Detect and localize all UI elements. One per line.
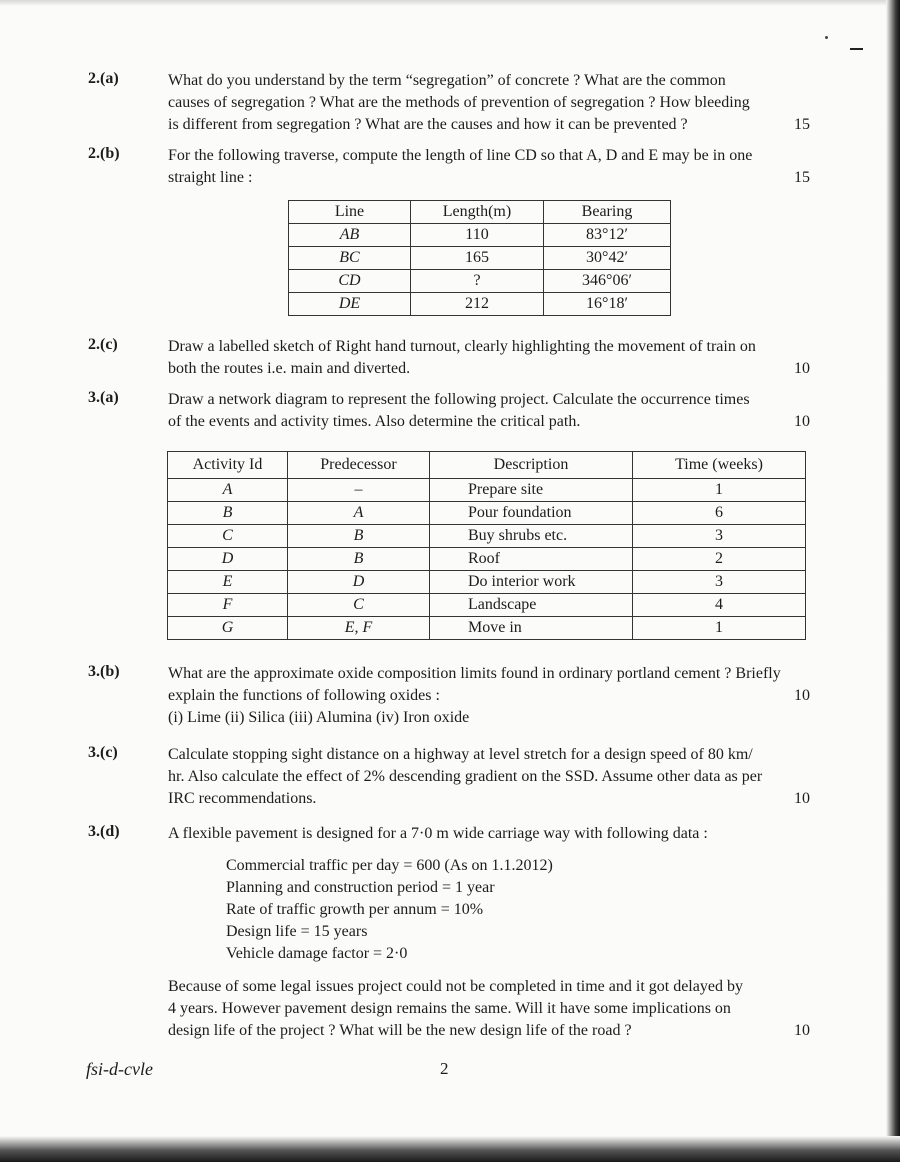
table-cell: Prepare site bbox=[430, 479, 633, 502]
table-row bbox=[289, 270, 671, 293]
table-cell: F bbox=[168, 594, 288, 617]
table-row bbox=[168, 617, 806, 640]
question-number: 2.(c) bbox=[88, 336, 118, 353]
table-cell: C bbox=[288, 594, 430, 617]
marks: 10 bbox=[794, 1022, 810, 1039]
table-cell: 212 bbox=[411, 293, 544, 316]
question-text bbox=[168, 336, 810, 380]
marks: 15 bbox=[794, 116, 810, 133]
scan-edge-top bbox=[0, 0, 900, 6]
question-number: 3.(a) bbox=[88, 389, 119, 406]
scan-dash-mark bbox=[850, 48, 863, 50]
question-text bbox=[168, 389, 810, 433]
question-line: What do you understand by the term “segregation” of concrete ? What are the common bbox=[168, 72, 726, 89]
table-header-row bbox=[168, 452, 806, 479]
question-text bbox=[168, 145, 810, 189]
table-cell: 2 bbox=[633, 548, 806, 571]
question-line: of the events and activity times. Also determine the critical path. bbox=[168, 413, 581, 430]
table-cell: D bbox=[288, 571, 430, 594]
table-row bbox=[168, 571, 806, 594]
table-cell: Pour foundation bbox=[430, 502, 633, 525]
table-cell: 3 bbox=[633, 525, 806, 548]
table-header-cell: Predecessor bbox=[288, 452, 430, 479]
table-cell: 165 bbox=[411, 247, 544, 270]
table-header-cell: Line bbox=[289, 201, 411, 224]
question-line: is different from segregation ? What are the causes and how it can be prevented ? bbox=[168, 116, 688, 133]
table-cell: BC bbox=[289, 247, 411, 270]
table-cell: C bbox=[168, 525, 288, 548]
paper-code: fsi-d-cvle bbox=[86, 1059, 153, 1079]
question-line: What are the approximate oxide composition limits found in ordinary portland cement ? Briefly bbox=[168, 665, 781, 682]
activity-table bbox=[167, 451, 806, 640]
marks: 10 bbox=[794, 790, 810, 807]
data-line: Vehicle damage factor = 2·0 bbox=[226, 945, 408, 962]
question-text bbox=[168, 823, 810, 1042]
question-line: IRC recommendations. bbox=[168, 790, 317, 807]
table-cell: Landscape bbox=[430, 594, 633, 617]
table-cell: B bbox=[168, 502, 288, 525]
question-line: hr. Also calculate the effect of 2% descending gradient on the SSD. Assume other data as per bbox=[168, 768, 763, 785]
table-cell: B bbox=[288, 525, 430, 548]
table-cell: 83°12′ bbox=[544, 224, 671, 247]
table-cell: ? bbox=[411, 270, 544, 293]
table-cell: A bbox=[168, 479, 288, 502]
table-header-row bbox=[289, 201, 671, 224]
table-row bbox=[168, 525, 806, 548]
question-text bbox=[168, 744, 810, 810]
table-cell: AB bbox=[289, 224, 411, 247]
question-number: 3.(d) bbox=[88, 823, 120, 840]
question-line: (i) Lime (ii) Silica (iii) Alumina (iv) Iron oxide bbox=[168, 709, 470, 726]
marks: 10 bbox=[794, 360, 810, 377]
table-header-cell: Time (weeks) bbox=[633, 452, 806, 479]
marks: 10 bbox=[794, 413, 810, 430]
marks: 10 bbox=[794, 687, 810, 704]
table-cell: B bbox=[288, 548, 430, 571]
question-line: Draw a labelled sketch of Right hand turnout, clearly highlighting the movement of train on bbox=[168, 338, 756, 355]
question-line: Calculate stopping sight distance on a highway at level stretch for a design speed of 80 km/ bbox=[168, 746, 753, 763]
table-row bbox=[168, 594, 806, 617]
question-text bbox=[168, 70, 810, 136]
question-number: 2.(b) bbox=[88, 145, 120, 162]
question-line-with-marks bbox=[168, 685, 810, 707]
table-cell: 1 bbox=[633, 617, 806, 640]
table-row bbox=[289, 293, 671, 316]
marks: 15 bbox=[794, 169, 810, 186]
data-line: Planning and construction period = 1 year bbox=[226, 879, 495, 896]
table-cell: A bbox=[288, 502, 430, 525]
question-number: 3.(b) bbox=[88, 663, 120, 680]
table-cell: DE bbox=[289, 293, 411, 316]
table-cell: 6 bbox=[633, 502, 806, 525]
question-line: For the following traverse, compute the length of line CD so that A, D and E may be in one bbox=[168, 147, 753, 164]
table-cell: E bbox=[168, 571, 288, 594]
question-line: design life of the project ? What will be the new design life of the road ? bbox=[168, 1022, 632, 1039]
table-cell: 16°18′ bbox=[544, 293, 671, 316]
table-cell: 3 bbox=[633, 571, 806, 594]
table-cell: 30°42′ bbox=[544, 247, 671, 270]
question-line: Because of some legal issues project could not be completed in time and it got delayed by bbox=[168, 978, 743, 995]
question-number: 3.(c) bbox=[88, 744, 118, 761]
question-line-with-marks bbox=[168, 788, 810, 810]
table-cell: Roof bbox=[430, 548, 633, 571]
data-line: Commercial traffic per day = 600 (As on 1.1.2012) bbox=[226, 857, 553, 874]
data-line: Design life = 15 years bbox=[226, 923, 368, 940]
table-row bbox=[168, 502, 806, 525]
question-line-with-marks bbox=[168, 114, 810, 136]
table-header-cell: Bearing bbox=[544, 201, 671, 224]
table-row bbox=[289, 224, 671, 247]
question-line: both the routes i.e. main and diverted. bbox=[168, 360, 411, 377]
question-line: Draw a network diagram to represent the following project. Calculate the occurrence times bbox=[168, 391, 750, 408]
table-cell: Buy shrubs etc. bbox=[430, 525, 633, 548]
question-line: causes of segregation ? What are the methods of prevention of segregation ? How bleeding bbox=[168, 94, 750, 111]
scan-speck bbox=[825, 36, 828, 39]
question-number: 2.(a) bbox=[88, 70, 119, 87]
table-cell: Move in bbox=[430, 617, 633, 640]
table-row bbox=[168, 479, 806, 502]
table-row bbox=[168, 548, 806, 571]
question-line: A flexible pavement is designed for a 7·0 m wide carriage way with following data : bbox=[168, 825, 708, 842]
traverse-table bbox=[288, 200, 671, 316]
table-cell: D bbox=[168, 548, 288, 571]
table-cell: 4 bbox=[633, 594, 806, 617]
question-line-with-marks bbox=[168, 411, 810, 433]
question-line: 4 years. However pavement design remains the same. Will it have some implications on bbox=[168, 1000, 731, 1017]
scan-edge-right bbox=[886, 0, 900, 1162]
table-header-cell: Length(m) bbox=[411, 201, 544, 224]
table-header-cell: Activity Id bbox=[168, 452, 288, 479]
table-cell: 110 bbox=[411, 224, 544, 247]
question-line-with-marks bbox=[168, 1020, 810, 1042]
table-cell: 1 bbox=[633, 479, 806, 502]
question-line-with-marks bbox=[168, 167, 810, 189]
page-number: 2 bbox=[440, 1059, 449, 1078]
table-cell: E, F bbox=[288, 617, 430, 640]
question-line-with-marks bbox=[168, 358, 810, 380]
table-cell: 346°06′ bbox=[544, 270, 671, 293]
question-line: explain the functions of following oxides : bbox=[168, 687, 440, 704]
scan-edge-bottom bbox=[0, 1136, 900, 1162]
question-text bbox=[168, 663, 810, 729]
table-cell: Do interior work bbox=[430, 571, 633, 594]
table-cell: CD bbox=[289, 270, 411, 293]
table-cell: G bbox=[168, 617, 288, 640]
question-line: straight line : bbox=[168, 169, 253, 186]
table-row bbox=[289, 247, 671, 270]
table-header-cell: Description bbox=[430, 452, 633, 479]
table-cell: – bbox=[288, 479, 430, 502]
data-line: Rate of traffic growth per annum = 10% bbox=[226, 901, 484, 918]
